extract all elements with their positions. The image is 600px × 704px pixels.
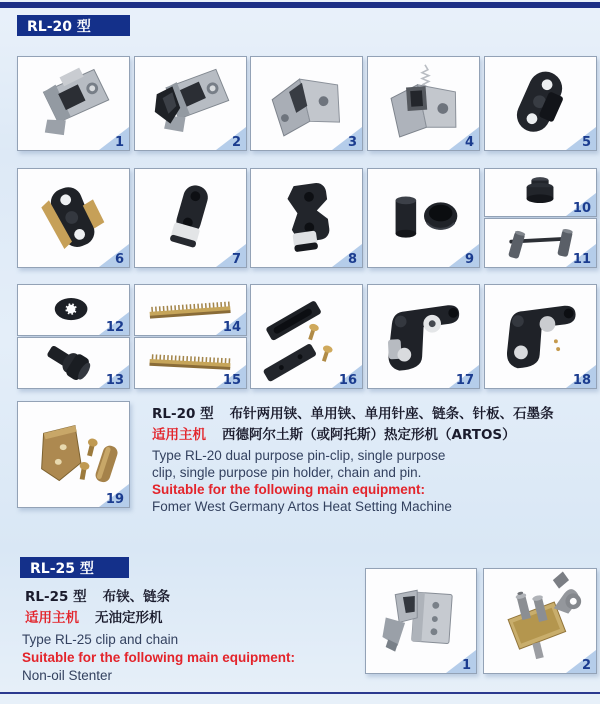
rl20-part-cell-2 — [134, 56, 247, 151]
rl20-suitable-line: Suitable for the following main equipment: — [152, 482, 425, 497]
part-number: 14 — [222, 320, 241, 335]
rl20-model-desc: 布针两用铗、单用铗、单用针座、链条、针板、石墨条 — [229, 406, 554, 422]
sleeves-photo-icon — [368, 169, 479, 267]
chain-link-roller-photo-icon — [135, 169, 246, 267]
part-number: 19 — [105, 492, 124, 507]
rl20-part-cell-3 — [250, 56, 363, 151]
rl20-part-cell-7 — [134, 168, 247, 268]
top-rule — [0, 2, 600, 8]
rl20-equipment-line: Fomer West Germany Artos Heat Setting Machine — [152, 499, 452, 514]
rl20-part-cell-5 — [484, 56, 597, 151]
part-number: 17 — [455, 373, 474, 388]
rl25-part-cell-1 — [365, 568, 477, 674]
part-number: 18 — [572, 373, 591, 388]
rl25-banner-label: RL-25 型 — [30, 560, 94, 577]
part-number: 12 — [105, 320, 124, 335]
rl25-equipment-line: Non-oil Stenter — [22, 668, 113, 683]
rl20-part-cell-8 — [250, 168, 363, 268]
pin-holder-photo-icon — [485, 57, 596, 150]
part-number: 10 — [572, 201, 591, 216]
part-number: 2 — [581, 658, 591, 673]
rl20-part-cell-6 — [17, 168, 130, 268]
spring-bracket-photo-icon — [368, 57, 479, 150]
part-number: 2 — [231, 135, 241, 150]
rl20-chinese-model-line — [152, 402, 554, 422]
part-number: 16 — [338, 373, 357, 388]
rl20-section-banner — [17, 15, 130, 36]
rl20-part-cell-1 — [17, 56, 130, 151]
rl20-english-desc-line2: clip, single purpose pin holder, chain and pin. — [152, 465, 422, 480]
rl25-host-desc: 无油定形机 — [95, 610, 163, 626]
chain-assembly-photo-icon — [484, 569, 596, 673]
rl20-part-cell-11 — [484, 218, 597, 268]
rl20-part-cell-9 — [367, 168, 480, 268]
part-number: 15 — [222, 373, 241, 388]
rl20-part-cell-12 — [17, 284, 130, 336]
part-number: 13 — [105, 373, 124, 388]
part-number: 3 — [347, 135, 357, 150]
clip-graphite-pads-photo-icon — [18, 169, 129, 267]
pin-clip-lever-photo-icon — [135, 57, 246, 150]
rl25-english-desc-line: Type RL-25 clip and chain — [22, 632, 179, 647]
angle-bracket-photo-icon — [251, 57, 362, 150]
rl20-part-cell-17 — [367, 284, 480, 389]
rl20-part-cell-10 — [484, 168, 597, 217]
rl25-model-label: RL-25 型 — [25, 589, 87, 605]
rl25-host-label: 适用主机 — [25, 610, 79, 626]
rl20-chinese-host-line — [152, 423, 516, 443]
rl20-part-cell-15 — [134, 337, 247, 389]
clip-bracket-photo-icon — [366, 569, 476, 673]
part-number: 4 — [464, 135, 474, 150]
rl20-part-cell-18 — [484, 284, 597, 389]
part-number: 5 — [581, 135, 591, 150]
bottom-rule — [0, 692, 600, 694]
rl25-chinese-model-line — [25, 585, 170, 605]
rl20-model-label: RL-20 型 — [152, 406, 214, 422]
rl25-chinese-host-line — [25, 606, 163, 626]
pin-clip-photo-icon — [18, 57, 129, 150]
rl20-part-cell-4 — [367, 56, 480, 151]
part-number: 11 — [572, 252, 591, 267]
rl25-model-desc: 布铗、链条 — [102, 589, 171, 605]
rl20-host-desc: 西德阿尔土斯（或阿托斯）热定形机（ARTOS） — [222, 427, 516, 443]
part-number: 6 — [114, 252, 124, 267]
rl20-banner-label: RL-20 型 — [27, 18, 91, 35]
rl25-section-banner — [20, 557, 129, 578]
part-number: 1 — [114, 135, 124, 150]
rl25-part-cell-2 — [483, 568, 597, 674]
rl20-host-label: 适用主机 — [152, 427, 206, 443]
chain-link-photo-icon — [251, 169, 362, 267]
rl20-part-cell-19 — [17, 401, 130, 508]
part-number: 8 — [347, 252, 357, 267]
rl25-suitable-line: Suitable for the following main equipment: — [22, 650, 295, 665]
part-number: 9 — [464, 252, 474, 267]
rl20-part-cell-16 — [250, 284, 363, 389]
rl20-part-cell-13 — [17, 337, 130, 389]
part-number: 7 — [231, 252, 241, 267]
rl20-part-cell-14 — [134, 284, 247, 336]
part-number: 1 — [461, 658, 471, 673]
rl20-english-desc-line1: Type RL-20 dual purpose pin-clip, single purpose — [152, 448, 446, 463]
